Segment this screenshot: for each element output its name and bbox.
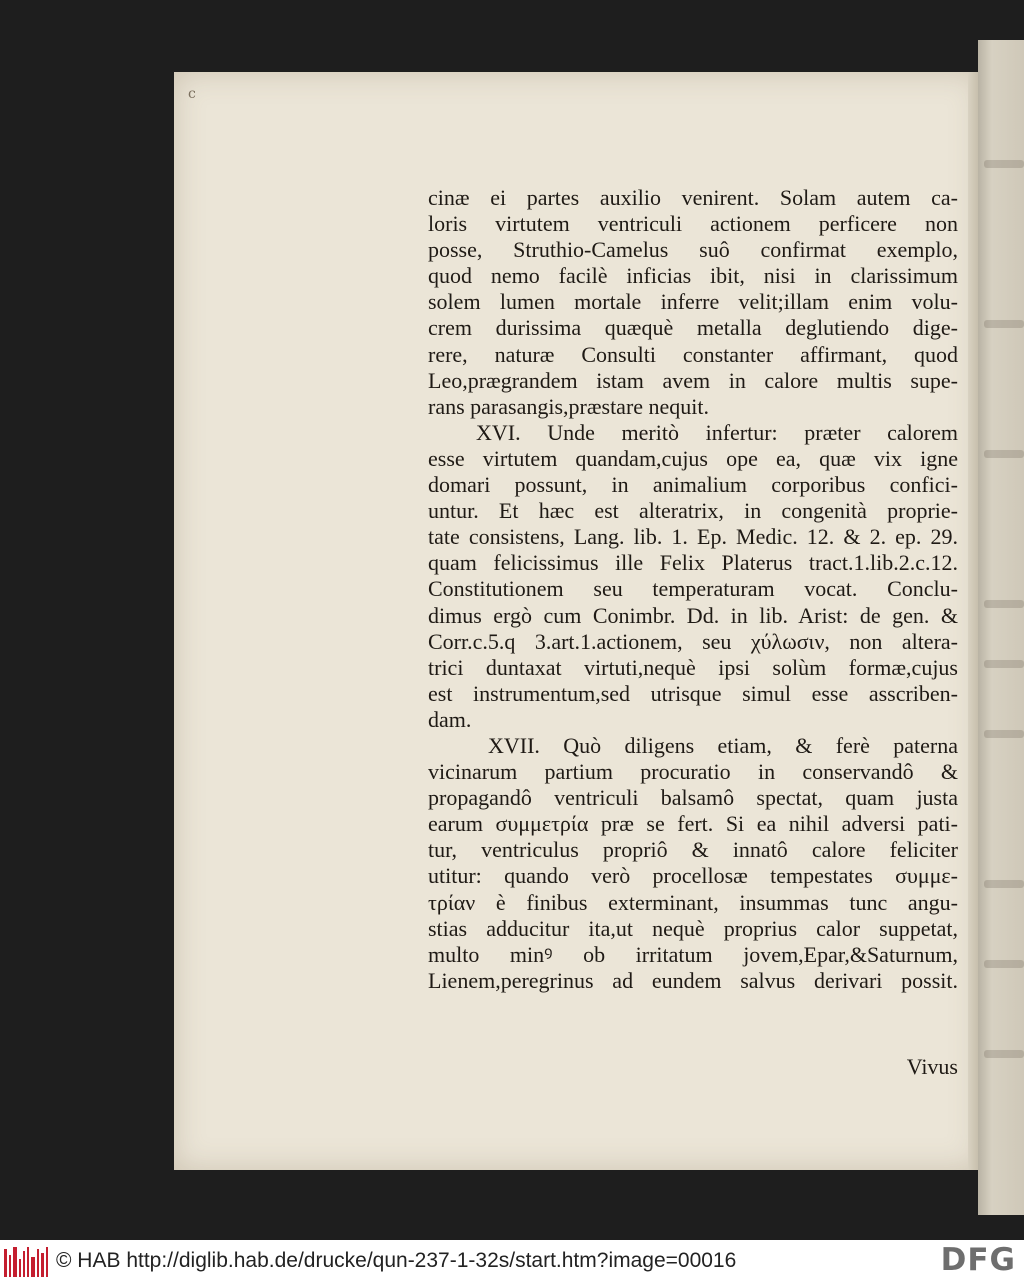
text-line: posse, Struthio-Camelus suô confirmat exemplo, bbox=[428, 237, 958, 263]
text-line: loris virtutem ventriculi actionem perficere non bbox=[428, 211, 958, 237]
text-line: stias adducitur ita,ut nequè proprius calor suppetat, bbox=[428, 915, 958, 941]
text-line: Lienem,peregrinus ad eundem salvus derivari possit. bbox=[428, 967, 958, 993]
text-line: tur, ventriculus propriô & innatô calore feliciter bbox=[428, 837, 958, 863]
text-line: vicinarum partium procuratio in conservandô & bbox=[428, 759, 958, 785]
text-line: XVII. Quò diligens etiam, & ferè paterna bbox=[488, 732, 958, 758]
text-line: Constitutionem seu temperaturam vocat. Conclu- bbox=[428, 576, 958, 602]
text-line: dimus ergò cum Conimbr. Dd. in lib. Arist: de gen. & bbox=[428, 602, 958, 628]
viewer-footer bbox=[0, 1240, 1024, 1281]
page-corner-mark: c bbox=[188, 86, 196, 102]
dfg-logo: DFG bbox=[940, 1242, 1016, 1278]
text-line: Corr.c.5.q 3.art.1.actionem, seu χύλωσιν, non altera- bbox=[428, 628, 958, 654]
text-line: est instrumentum,sed utrisque simul esse asscriben- bbox=[428, 680, 958, 706]
text-line: utitur: quando verò procellosæ tempestates συμμε- bbox=[428, 863, 958, 889]
adjacent-page-edge bbox=[978, 40, 1024, 1215]
page-text-block bbox=[428, 185, 958, 994]
text-line: untur. Et hæc est alteratrix, in congenità proprie- bbox=[428, 498, 958, 524]
text-line: crem durissima quæquè metalla deglutiendo dige- bbox=[428, 315, 958, 341]
text-line: rere, naturæ Consulti constanter affirmant, quod bbox=[428, 341, 958, 367]
text-line: earum συμμετρία præ se fert. Si ea nihil adversi pati- bbox=[428, 811, 958, 837]
text-line: multo minꝰ ob irritatum jovem,Epar,&Saturnum, bbox=[428, 941, 958, 967]
copyright-source-link[interactable]: © HAB http://diglib.hab.de/drucke/qun-237-1-32s/start.htm?image=00016 bbox=[56, 1248, 737, 1272]
text-line: solem lumen mortale inferre velit;illam enim volu- bbox=[428, 289, 958, 315]
text-line: Leo,prægrandem istam avem in calore multis supe- bbox=[428, 367, 958, 393]
text-line: domari possunt, in animalium corporibus confici- bbox=[428, 472, 958, 498]
text-line: XVI. Unde meritò infertur: præter calorem bbox=[476, 419, 958, 445]
text-line: cinæ ei partes auxilio venirent. Solam autem ca- bbox=[428, 185, 958, 210]
barcode-logo-icon bbox=[4, 1245, 48, 1277]
text-line: τρίαν è finibus exterminant, insummas tunc angu- bbox=[428, 889, 958, 915]
text-line: quam felicissimus ille Felix Platerus tract.1.lib.2.c.12. bbox=[428, 550, 958, 576]
text-line: trici duntaxat virtuti,nequè ipsi solùm formæ,cujus bbox=[428, 654, 958, 680]
text-line: dam. bbox=[428, 706, 472, 732]
text-line: tate consistens, Lang. lib. 1. Ep. Medic. 12. & 2. ep. 29. bbox=[428, 524, 958, 550]
catchword: Vivus bbox=[906, 1054, 958, 1079]
text-line: esse virtutem quandam,cujus ope ea, quæ vix igne bbox=[428, 445, 958, 471]
text-line: rans parasangis,præstare nequit. bbox=[428, 393, 710, 419]
text-line: propagandô ventriculi balsamô spectat, quam justa bbox=[428, 785, 958, 811]
text-line: quod nemo facilè inficias ibit, nisi in clarissimum bbox=[428, 263, 958, 289]
